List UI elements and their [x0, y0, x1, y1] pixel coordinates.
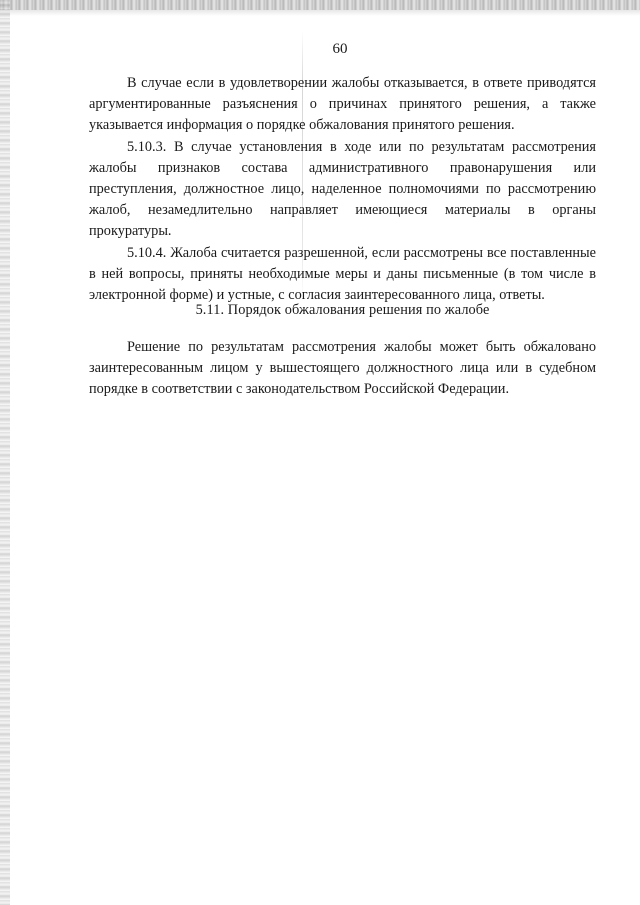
paragraph-5-10-4: 5.10.4. Жалоба считается разрешенной, если рассмотрены все поставленные в ней вопросы, приняты необходимые меры и даны письменные (в том числе в электронной форме) и устные, с согласия заинтересованного лица, ответы.	[89, 244, 596, 304]
paragraph-5-10-3: 5.10.3. В случае установления в ходе или по результатам рассмотрения жалобы признаков состава административного правонарушения или преступления, должностное лицо, наделенное полномочиями по рассмотрению жалоб, незамедлительно направляет имеющиеся материалы в органы прокуратуры.	[89, 138, 596, 240]
section-heading-5-11: 5.11. Порядок обжалования решения по жалобе	[195, 302, 490, 318]
body-text-top	[89, 73, 596, 306]
paragraph-appeal-decision: Решение по результатам рассмотрения жалобы может быть обжаловано заинтересованным лицом у вышестоящего должностного лица или в судебном порядке в соответствии с законодательством Российской Федерации.	[89, 339, 596, 398]
scan-edge-top-shadow	[0, 10, 640, 16]
body-text-bottom	[89, 337, 596, 401]
page-number: 60	[332, 41, 348, 57]
scan-edge-left	[0, 0, 10, 905]
scan-edge-top	[0, 0, 640, 10]
paragraph-refusal-answer: В случае если в удовлетворении жалобы отказывается, в ответе приводятся аргументированные разъяснения о причинах принятого решения, а также указывается информация о порядке обжалования принятого решения.	[89, 75, 596, 134]
